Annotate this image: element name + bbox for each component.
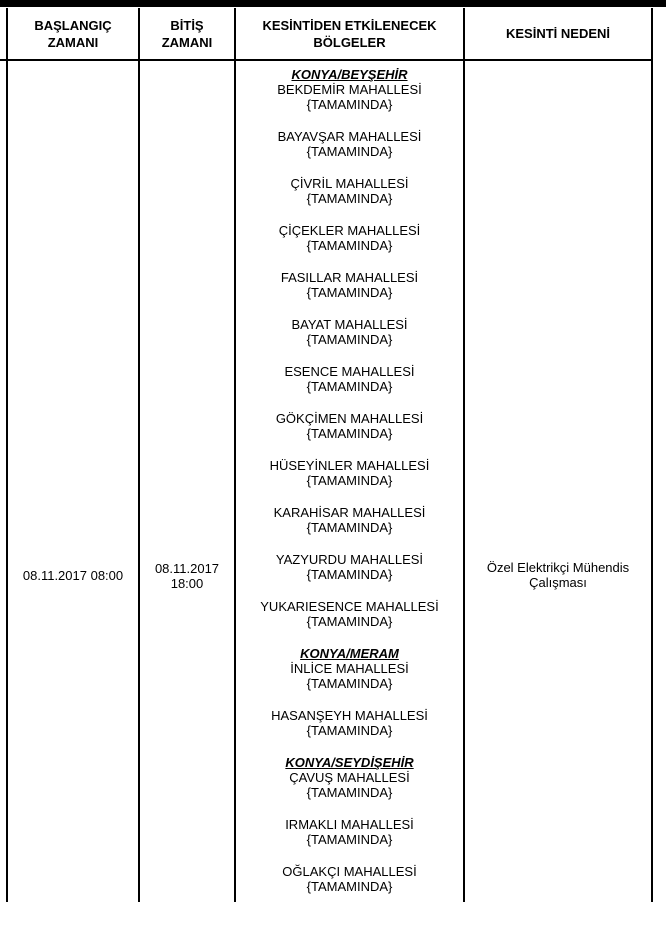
table-border-right (651, 8, 653, 902)
region-name: FASILLAR MAHALLESİ (280, 270, 419, 285)
region-scope: {TAMAMINDA} (306, 614, 393, 629)
table-border-col1-col2 (138, 8, 140, 902)
region-item (236, 270, 463, 300)
region-name: ÇAVUŞ MAHALLESİ (289, 770, 410, 785)
end-time-cell (140, 561, 234, 591)
column-header-end-time-line2: ZAMANI (161, 34, 213, 50)
column-header-outage-reason-label: KESİNTİ NEDENİ (505, 26, 610, 41)
region-item (236, 411, 463, 441)
column-header-start-time (8, 8, 138, 59)
region-group (236, 646, 463, 738)
region-item (236, 552, 463, 582)
column-header-affected-regions (236, 8, 463, 59)
region-scope: {TAMAMINDA} (306, 879, 393, 894)
region-name: BAYAT MAHALLESİ (291, 317, 408, 332)
region-name: IRMAKLI MAHALLESİ (285, 817, 414, 832)
region-group-header: KONYA/SEYDİŞEHİR (285, 755, 414, 770)
column-header-outage-reason (465, 8, 651, 59)
region-name: HASANŞEYH MAHALLESİ (271, 708, 428, 723)
region-item (236, 864, 463, 894)
column-header-start-time-line2: ZAMANI (47, 34, 99, 50)
region-scope: {TAMAMINDA} (306, 473, 393, 488)
region-name: YAZYURDU MAHALLESİ (275, 552, 424, 567)
region-group (236, 755, 463, 894)
region-scope: {TAMAMINDA} (306, 191, 393, 206)
region-group-header: KONYA/BEYŞEHİR (291, 67, 408, 82)
region-item (236, 458, 463, 488)
region-scope: {TAMAMINDA} (306, 285, 393, 300)
region-scope: {TAMAMINDA} (306, 723, 393, 738)
end-time-hour: 18:00 (170, 576, 204, 591)
table-border-left (6, 8, 8, 902)
region-scope: {TAMAMINDA} (306, 379, 393, 394)
outage-reason-line1: Özel Elektrikçi Mühendis (486, 560, 630, 575)
region-name: YUKARIESENCE MAHALLESİ (260, 599, 439, 614)
region-item (236, 770, 463, 800)
top-divider-bar (0, 0, 666, 7)
region-item (236, 317, 463, 347)
region-name: GÖKÇİMEN MAHALLESİ (275, 411, 424, 426)
region-item (236, 223, 463, 253)
column-header-affected-regions-line2: BÖLGELER (313, 34, 386, 50)
region-item (236, 364, 463, 394)
region-name: HÜSEYİNLER MAHALLESİ (269, 458, 430, 473)
region-scope: {TAMAMINDA} (306, 332, 393, 347)
end-time-date: 08.11.2017 (154, 561, 220, 576)
region-scope: {TAMAMINDA} (306, 832, 393, 847)
region-name: İNLİCE MAHALLESİ (290, 661, 409, 676)
region-item (236, 708, 463, 738)
column-header-start-time-line1: BAŞLANGIÇ (34, 17, 112, 33)
affected-regions-list (236, 61, 463, 911)
column-header-end-time-line1: BİTİŞ (170, 17, 204, 33)
region-scope: {TAMAMINDA} (306, 426, 393, 441)
region-item (236, 599, 463, 629)
region-scope: {TAMAMINDA} (306, 520, 393, 535)
region-name: ESENCE MAHALLESİ (284, 364, 415, 379)
outage-reason-line2: Çalışması (529, 575, 587, 590)
table-border-col3-col4 (463, 8, 465, 902)
region-name: ÇİÇEKLER MAHALLESİ (278, 223, 421, 238)
region-item (236, 661, 463, 691)
region-scope: {TAMAMINDA} (306, 238, 393, 253)
outage-reason-cell (465, 560, 651, 590)
region-item (236, 82, 463, 112)
region-scope: {TAMAMINDA} (306, 567, 393, 582)
region-scope: {TAMAMINDA} (306, 144, 393, 159)
region-item (236, 817, 463, 847)
region-item (236, 505, 463, 535)
region-scope: {TAMAMINDA} (306, 785, 393, 800)
column-header-end-time (140, 8, 234, 59)
region-group-header: KONYA/MERAM (300, 646, 399, 661)
region-scope: {TAMAMINDA} (306, 97, 393, 112)
region-name: BAYAVŞAR MAHALLESİ (277, 129, 422, 144)
column-header-affected-regions-line1: KESİNTİDEN ETKİLENECEK (262, 17, 437, 33)
region-group (236, 67, 463, 629)
region-item (236, 129, 463, 159)
region-item (236, 176, 463, 206)
start-time-cell: 08.11.2017 08:00 (22, 568, 124, 583)
region-scope: {TAMAMINDA} (306, 676, 393, 691)
region-name: KARAHİSAR MAHALLESİ (273, 505, 426, 520)
region-name: ÇİVRİL MAHALLESİ (290, 176, 409, 191)
region-name: OĞLAKÇI MAHALLESİ (282, 864, 417, 879)
region-name: BEKDEMİR MAHALLESİ (277, 82, 422, 97)
